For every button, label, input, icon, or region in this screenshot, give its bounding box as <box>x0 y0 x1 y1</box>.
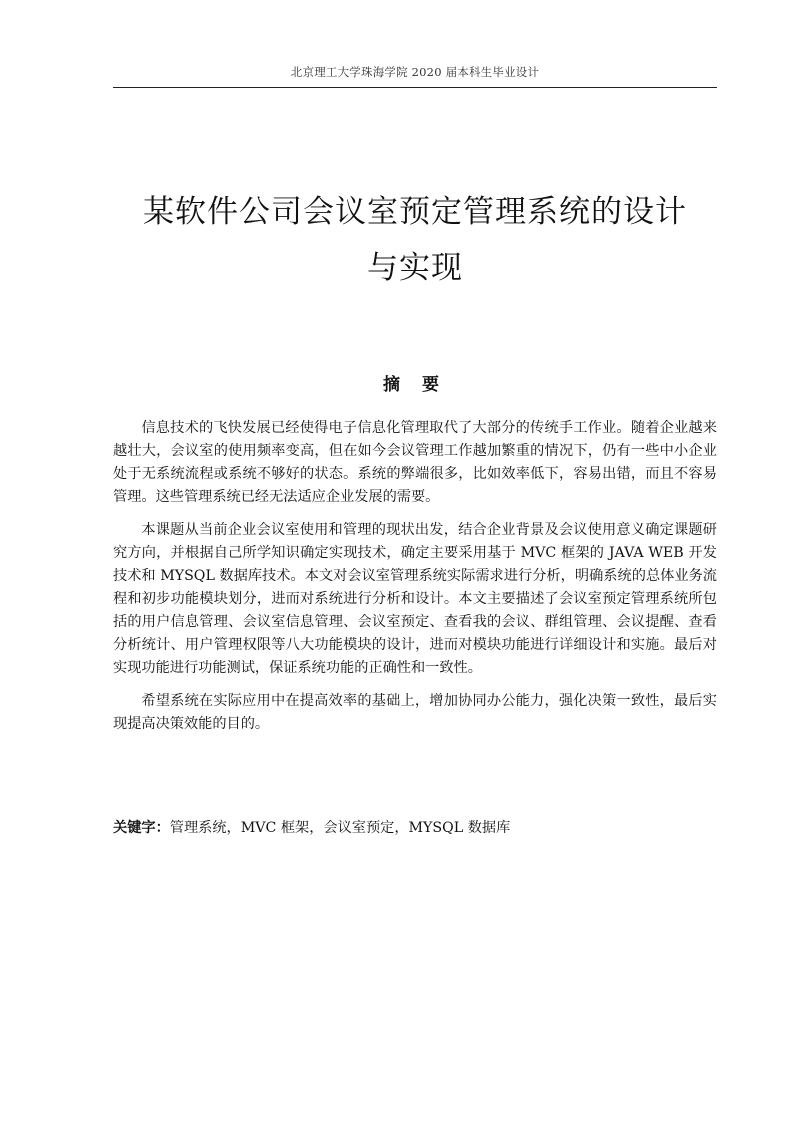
paper-title-line-2: 与实现 <box>367 250 463 286</box>
paper-title-line-1: 某软件公司会议室预定管理系统的设计 <box>143 194 687 230</box>
keywords-label: 关键字： <box>113 820 170 836</box>
abstract-heading: 摘 要 <box>383 375 447 395</box>
paper-title <box>113 184 717 296</box>
abstract-paragraph-2: 本课题从当前企业会议室使用和管理的现状出发，结合企业背景及会议使用意义确定课题研究方向，并根据自己所学知识确定实现技术，确定主要采用基于 MVC 框架的 JAVA WEB 开发技术和 MYSQL 数据库技术。本文对会议室管理系统实际需求进行分析，明确系统的总体业务流程和初步功能模块划分，进而对系统进行分析和设计。本文主要描述了会议室预定管理系统所包括的用户信息管理、会议室信息管理、会议室预定、查看我的会议、群组管理、会议提醒、查看分析统计、用户管理权限等八大功能模块的设计，进而对模块功能进行详细设计和实施。最后对实现功能进行功能测试，保证系统功能的正确性和一致性。 <box>113 522 717 676</box>
abstract-body <box>113 417 717 746</box>
running-header-text: 北京理工大学珠海学院 2020 届本科生毕业设计 <box>290 65 540 79</box>
keywords-line <box>113 817 717 840</box>
keywords-value: 管理系统，MVC 框架，会议室预定，MYSQL 数据库 <box>169 820 511 836</box>
running-header <box>113 63 717 88</box>
abstract-paragraph-1: 信息技术的飞快发展已经使得电子信息化管理取代了大部分的传统手工作业。随着企业越来越壮大，会议室的使用频率变高，但在如今会议管理工作越加繁重的情况下，仍有一些中小企业处于无系统流程或系统不够好的状态。系统的弊端很多，比如效率低下，容易出错，而且不容易管理。这些管理系统已经无法适应企业发展的需要。 <box>113 420 717 505</box>
abstract-paragraph-3: 希望系统在实际应用中在提高效率的基础上，增加协同办公能力，强化决策一致性，最后实现提高决策效能的目的。 <box>113 693 717 732</box>
